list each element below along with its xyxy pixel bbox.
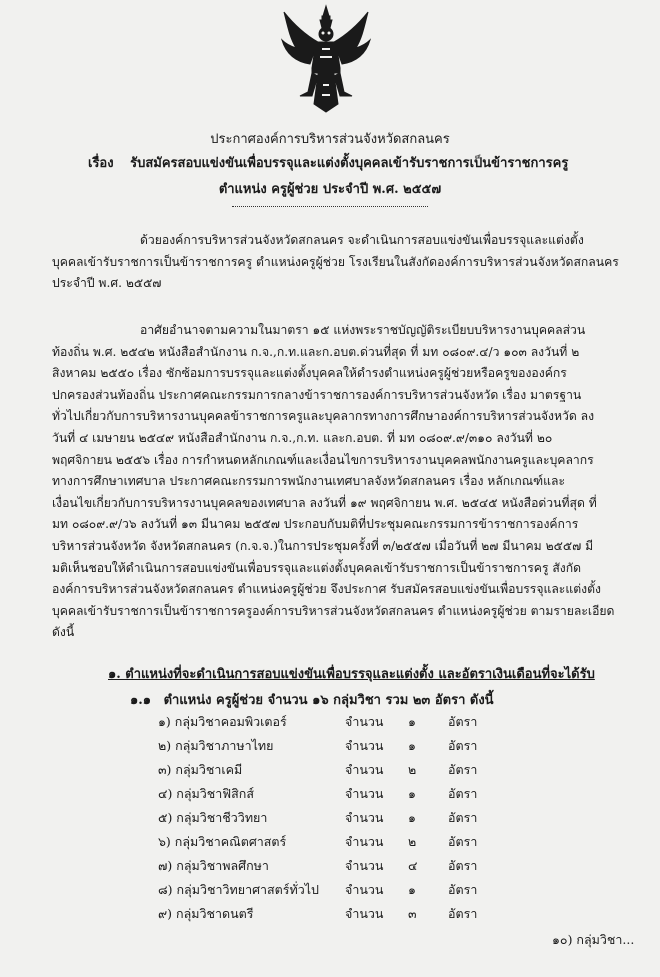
paragraph-line: ด้วยองค์การบริหารส่วนจังหวัดสกลนคร จะดำเนินการสอบแข่งขันเพื่อบรรจุและแต่งตั้ง [140, 233, 584, 247]
unit-label: อัตรา [448, 834, 478, 849]
count-label: จำนวน [345, 714, 384, 729]
paragraph-line: บุคคลเข้ารับราชการเป็นข้าราชการครู ตำแหน่งครูผู้ช่วย โรงเรียนในสังกัดองค์การบริหารส่วนจังหวัดสกลนคร [52, 254, 619, 269]
announcement-title: ประกาศองค์การบริหารส่วนจังหวัดสกลนคร [210, 132, 450, 147]
paragraph-line: ปกครองส่วนท้องถิ่น ประกาศคณะกรรมการกลางข้าราชการองค์การบริหารส่วนจังหวัด เรื่อง มาตรฐาน [52, 387, 582, 402]
unit-label: อัตรา [448, 738, 478, 753]
paragraph-line: วันที่ ๔ เมษายน ๒๕๔๙ หนังสือสำนักงาน ก.จ.,ก.ท. และก.อบต. ที่ มท ๐๘๐๙.๙/๓๑๐ ลงวันที่ ๒๐ [52, 430, 553, 445]
count-value: ๑ [408, 882, 416, 897]
paragraph-line: บริหารส่วนจังหวัด จังหวัดสกลนคร (ก.จ.จ.)ในการประชุมครั้งที่ ๓/๒๕๕๗ เมื่อวันที่ ๒๗ มีนาคม ๒๕๕๗ มี [52, 538, 594, 553]
count-label: จำนวน [345, 810, 384, 825]
paragraph-line: มท ๐๘๐๙.๙/ว๖ ลงวันที่ ๑๓ มีนาคม ๒๕๕๗ ประกอบกับมติที่ประชุมคณะกรรมการข้าราชการองค์การ [52, 517, 579, 532]
count-label: จำนวน [345, 762, 384, 777]
count-label: จำนวน [345, 738, 384, 753]
unit-label: อัตรา [448, 906, 478, 921]
position-line: ตำแหน่ง ครูผู้ช่วย ประจำปี พ.ศ. ๒๕๕๗ [218, 182, 442, 197]
intro-paragraph [52, 230, 648, 295]
paragraph-line: สิงหาคม ๒๕๕๐ เรื่อง ซักซ้อมการบรรจุและแต่งตั้งบุคคลให้ดำรงตำแหน่งครูผู้ช่วยหรือครูขององค์กร [52, 366, 567, 381]
paragraph-line: องค์การบริหารส่วนจังหวัดสกลนคร ตำแหน่งครูผู้ช่วย จึงประกาศ รับสมัครสอบแข่งขันเพื่อบรรจุและแต่งตั้ง [52, 582, 601, 597]
subject-name: ๘) กลุ่มวิชาวิทยาศาสตร์ทั่วไป [158, 882, 319, 897]
garuda-emblem-icon [278, 4, 374, 114]
subject-name: ๕) กลุ่มวิชาชีววิทยา [158, 810, 268, 825]
subject-name: ๔) กลุ่มวิชาฟิสิกส์ [158, 786, 254, 801]
count-value: ๔ [408, 858, 418, 873]
subject-name: ๙) กลุ่มวิชาดนตรี [158, 906, 254, 921]
paragraph-line: ประจำปี พ.ศ. ๒๕๕๗ [52, 276, 162, 291]
section-1-1-label: ตำแหน่ง ครูผู้ช่วย จำนวน ๑๖ กลุ่มวิชา รวม ๒๓ อัตรา ดังนี้ [163, 693, 494, 708]
paragraph-line: ดังนี้ [52, 625, 75, 640]
count-value: ๑ [408, 810, 416, 825]
count-label: จำนวน [345, 882, 384, 897]
subject-name: ๒) กลุ่มวิชาภาษาไทย [158, 738, 274, 753]
subject-label: เรื่อง [88, 156, 114, 171]
count-value: ๒ [408, 762, 417, 777]
count-label: จำนวน [345, 786, 384, 801]
unit-label: อัตรา [448, 882, 478, 897]
paragraph-line: อาศัยอำนาจตามความในมาตรา ๑๕ แห่งพระราชบัญญัติระเบียบบริหารงานบุคคลส่วน [140, 323, 586, 337]
unit-label: อัตรา [448, 858, 478, 873]
unit-label: อัตรา [448, 810, 478, 825]
unit-label: อัตรา [448, 714, 478, 729]
paragraph-line: มติเห็นชอบให้ดำเนินการสอบแข่งขันเพื่อบรรจุและแต่งตั้งบุคคลเข้ารับราชการเป็นข้าราชการครู สังกัด [52, 560, 582, 575]
subject-text: รับสมัครสอบแข่งขันเพื่อบรรจุและแต่งตั้งบุคคลเข้ารับราชการเป็นข้าราชการครู [130, 156, 569, 171]
legal-basis-paragraph [52, 320, 652, 644]
count-value: ๒ [408, 834, 417, 849]
paragraph-line: ทั่วไปเกี่ยวกับการบริหารงานบุคคลข้าราชการครูและบุคลากรทางการศึกษาองค์การบริหารส่วนจังหวัด ลง [52, 409, 595, 424]
separator-dots [232, 206, 428, 207]
count-value: ๓ [408, 906, 417, 921]
count-label: จำนวน [345, 834, 384, 849]
unit-label: อัตรา [448, 762, 478, 777]
paragraph-line: ทางการศึกษาเทศบาล ประกาศคณะกรรมการพนักงานเทศบาลจังหวัดสกลนคร เรื่อง หลักเกณฑ์และ [52, 474, 566, 489]
count-label: จำนวน [345, 906, 384, 921]
paragraph-line: เงื่อนไขเกี่ยวกับการบริหารงานบุคคลของเทศบาล ลงวันที่ ๑๙ พฤศจิกายน พ.ศ. ๒๕๔๕ หนังสือด่วนที่สุด ที่ [52, 495, 597, 510]
count-value: ๑ [408, 714, 416, 729]
subject-name: ๑) กลุ่มวิชาคอมพิวเตอร์ [158, 714, 287, 729]
section-1-heading: ๑. ตำแหน่งที่จะดำเนินการสอบแข่งขันเพื่อบรรจุและแต่งตั้ง และอัตราเงินเดือนที่จะได้รับ [108, 667, 595, 682]
paragraph-line: ท้องถิ่น พ.ศ. ๒๕๔๒ หนังสือสำนักงาน ก.จ.,ก.ท.และก.อบต.ด่วนที่สุด ที่ มท ๐๘๐๙.๔/ว ๑๐๓ ลงวันที่ ๒ [52, 344, 580, 359]
page-continuation: ๑๐) กลุ่มวิชา... [552, 932, 635, 947]
subject-line [88, 152, 568, 173]
count-label: จำนวน [345, 858, 384, 873]
subject-name: ๓) กลุ่มวิชาเคมี [158, 762, 243, 777]
section-1-1-heading [130, 689, 502, 710]
paragraph-line: พฤศจิกายน ๒๕๕๖ เรื่อง การกำหนดหลักเกณฑ์และเงื่อนไขการบริหารงานบุคคลพนักงานครูและบุคลากร [52, 452, 594, 467]
subject-name: ๖) กลุ่มวิชาคณิตศาสตร์ [158, 834, 287, 849]
unit-label: อัตรา [448, 786, 478, 801]
count-value: ๑ [408, 786, 416, 801]
section-1-1-number: ๑.๑ [130, 693, 152, 708]
subject-name: ๗) กลุ่มวิชาพลศึกษา [158, 858, 269, 873]
paragraph-line: บุคคลเข้ารับราชการเป็นข้าราชการครูองค์การบริหารส่วนจังหวัดสกลนคร ตำแหน่งครูผู้ช่วย ตามรายละเอียด [52, 603, 615, 618]
count-value: ๑ [408, 738, 416, 753]
